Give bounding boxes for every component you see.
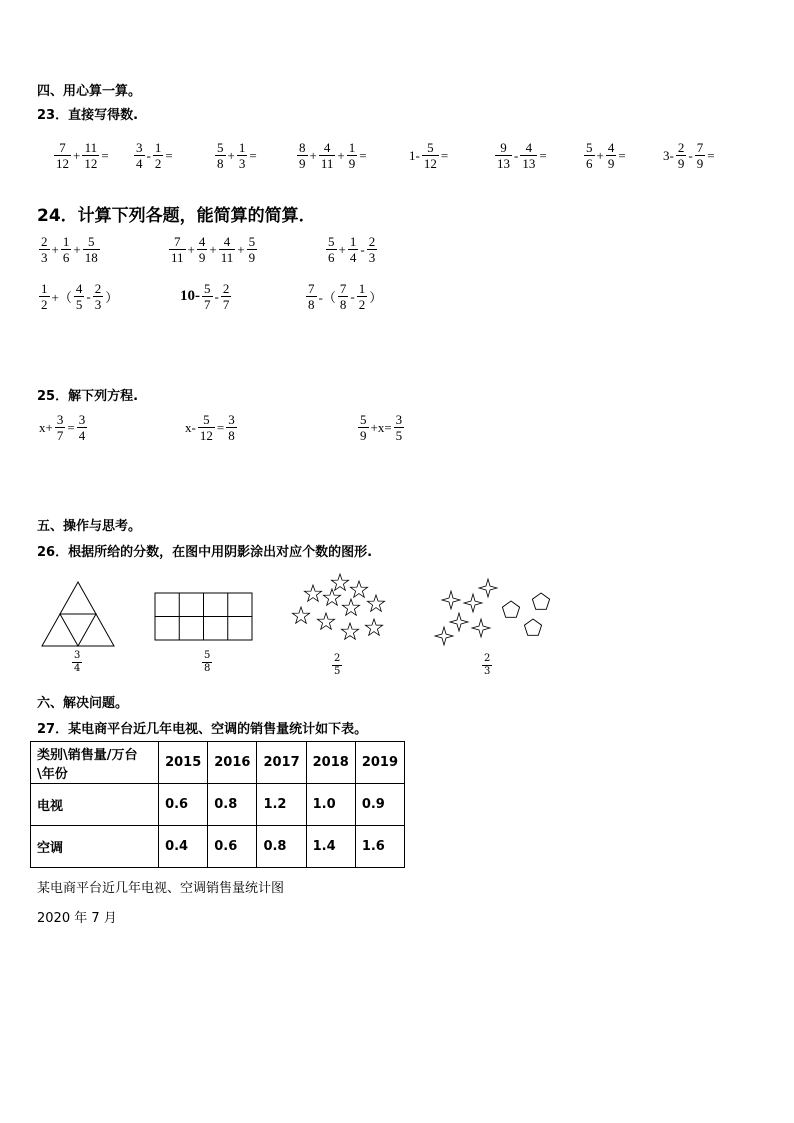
denominator: 8 bbox=[228, 428, 235, 443]
denominator: 9 bbox=[198, 250, 206, 265]
fraction-label bbox=[481, 653, 493, 678]
fraction-label bbox=[331, 653, 343, 678]
table-row bbox=[31, 784, 405, 826]
numerator: 1 bbox=[62, 234, 70, 249]
operator: + bbox=[51, 241, 59, 257]
section-heading-6: 六、解决问题。 bbox=[37, 696, 129, 711]
q24-expr bbox=[325, 234, 378, 265]
denominator: 4 bbox=[349, 250, 357, 265]
q23-expr bbox=[494, 140, 548, 171]
table-cell: 0.6 bbox=[208, 826, 257, 868]
operator: +x= bbox=[370, 419, 392, 435]
q24-expr bbox=[38, 281, 119, 312]
denominator: 12 bbox=[56, 156, 69, 171]
operator: - bbox=[86, 288, 91, 304]
fraction bbox=[297, 140, 308, 171]
denominator: 6 bbox=[586, 156, 593, 171]
operator: + bbox=[227, 147, 235, 163]
numerator: 3 bbox=[74, 650, 81, 661]
fraction bbox=[169, 234, 186, 265]
fraction bbox=[676, 140, 687, 171]
fraction bbox=[367, 234, 378, 265]
numerator: 5 bbox=[203, 412, 210, 427]
denominator: 3 bbox=[368, 250, 376, 265]
question-27-title: 27．某电商平台近几年电视、空调的销售量统计如下表。 bbox=[37, 722, 368, 737]
question-23-title: 23．直接写得数. bbox=[37, 108, 139, 123]
fraction bbox=[153, 140, 164, 171]
q23-expr bbox=[214, 140, 258, 171]
table-header-cell: 2018 bbox=[306, 742, 355, 784]
operator: - bbox=[214, 288, 219, 304]
denominator: 18 bbox=[84, 250, 98, 265]
fraction bbox=[226, 412, 237, 443]
q24-expr bbox=[179, 281, 232, 312]
numerator: 2 bbox=[677, 140, 685, 155]
numerator: 1 bbox=[41, 281, 48, 296]
fraction bbox=[61, 234, 72, 265]
q23-expr bbox=[133, 140, 174, 171]
numerator: 7 bbox=[339, 281, 347, 296]
fraction bbox=[695, 140, 706, 171]
q23-expr bbox=[583, 140, 627, 171]
operator: = bbox=[440, 147, 449, 163]
rectangle-grid-figure[interactable] bbox=[154, 592, 254, 642]
numerator: 2 bbox=[368, 234, 376, 249]
table-header-cell: 类别\销售量/万台\年份 bbox=[31, 742, 159, 784]
table-cell: 空调 bbox=[31, 826, 159, 868]
operator: + bbox=[337, 147, 345, 163]
fraction bbox=[55, 412, 66, 443]
q25-equation bbox=[357, 412, 405, 443]
numerator: 4 bbox=[323, 140, 331, 155]
denominator: 2 bbox=[358, 297, 366, 312]
denominator: 11 bbox=[171, 250, 184, 265]
operator: = bbox=[249, 147, 257, 163]
denominator: 9 bbox=[607, 156, 615, 171]
date-text: 2020 年 7 月 bbox=[37, 911, 117, 926]
table-cell: 0.6 bbox=[159, 784, 208, 826]
numerator: 4 bbox=[525, 140, 533, 155]
fraction bbox=[82, 140, 99, 171]
table-cell: 0.9 bbox=[355, 784, 404, 826]
operator: = bbox=[165, 147, 173, 163]
fraction bbox=[54, 140, 71, 171]
denominator: 2 bbox=[41, 297, 48, 312]
numerator: 5 bbox=[328, 234, 335, 249]
fraction bbox=[338, 281, 349, 312]
denominator: 12 bbox=[199, 428, 213, 443]
numerator: 3 bbox=[136, 140, 143, 155]
denominator: 13 bbox=[522, 156, 536, 171]
numerator: 4 bbox=[198, 234, 206, 249]
operator: = bbox=[67, 419, 75, 435]
denominator: 7 bbox=[56, 428, 64, 443]
operator: +（ bbox=[51, 290, 72, 305]
numerator: 1 bbox=[349, 234, 357, 249]
table-cell: 0.8 bbox=[208, 784, 257, 826]
fraction bbox=[332, 653, 342, 678]
table-cell: 电视 bbox=[31, 784, 159, 826]
denominator: 6 bbox=[328, 250, 335, 265]
table-cell: 1.0 bbox=[306, 784, 355, 826]
sparkles-and-pentagons-figure[interactable] bbox=[432, 576, 556, 648]
fraction bbox=[326, 234, 337, 265]
fraction bbox=[482, 653, 492, 678]
q24-expr bbox=[168, 234, 258, 265]
numerator: 1 bbox=[358, 281, 366, 296]
denominator: 7 bbox=[204, 297, 211, 312]
question-25-title: 25．解下列方程. bbox=[37, 389, 139, 404]
fraction bbox=[72, 650, 82, 675]
fraction bbox=[198, 412, 215, 443]
fraction bbox=[39, 281, 50, 312]
table-header-cell: 2015 bbox=[159, 742, 208, 784]
fraction bbox=[39, 234, 50, 265]
operator: = bbox=[707, 147, 715, 163]
table-header-cell: 2019 bbox=[355, 742, 404, 784]
fraction bbox=[219, 234, 236, 265]
denominator: 8 bbox=[217, 156, 224, 171]
chart-caption: 某电商平台近几年电视、空调销售量统计图 bbox=[37, 881, 285, 896]
denominator: 8 bbox=[308, 297, 315, 312]
operator: - bbox=[688, 147, 693, 163]
term-text: 1- bbox=[409, 147, 420, 163]
numerator: 3 bbox=[395, 412, 403, 427]
q25-equation bbox=[184, 412, 238, 443]
numerator: 11 bbox=[84, 140, 98, 155]
operator: - bbox=[360, 241, 365, 257]
operator: - bbox=[146, 147, 151, 163]
operator: + bbox=[73, 241, 81, 257]
numerator: 2 bbox=[484, 653, 491, 664]
numerator: 5 bbox=[586, 140, 593, 155]
fraction bbox=[74, 281, 85, 312]
operator: ） bbox=[369, 290, 383, 305]
fraction-label bbox=[71, 650, 83, 675]
denominator: 9 bbox=[248, 250, 256, 265]
operator: + bbox=[309, 147, 317, 163]
fraction bbox=[215, 140, 226, 171]
table-cell: 1.4 bbox=[306, 826, 355, 868]
numerator: 2 bbox=[41, 234, 48, 249]
section-heading-4: 四、用心算一算。 bbox=[37, 84, 142, 99]
table-header-cell: 2017 bbox=[257, 742, 306, 784]
numerator: 9 bbox=[500, 140, 507, 155]
fraction bbox=[83, 234, 100, 265]
operator: = bbox=[216, 419, 225, 435]
denominator: 11 bbox=[220, 250, 234, 265]
denominator: 4 bbox=[74, 663, 81, 674]
q23-expr bbox=[53, 140, 110, 171]
numerator: 5 bbox=[360, 412, 367, 427]
operator: - bbox=[350, 288, 355, 304]
table-cell: 1.6 bbox=[355, 826, 404, 868]
denominator: 9 bbox=[360, 428, 367, 443]
fraction bbox=[202, 281, 213, 312]
section-heading-5: 五、操作与思考。 bbox=[37, 519, 142, 534]
numerator: 2 bbox=[222, 281, 230, 296]
operator: = bbox=[359, 147, 367, 163]
operator: = bbox=[618, 147, 626, 163]
numerator: 4 bbox=[607, 140, 615, 155]
term-text: 3- bbox=[663, 147, 674, 163]
denominator: 3 bbox=[41, 250, 48, 265]
fraction bbox=[306, 281, 317, 312]
fraction bbox=[319, 140, 336, 171]
fraction bbox=[77, 412, 88, 443]
numerator: 3 bbox=[228, 412, 235, 427]
operator: ） bbox=[105, 290, 119, 305]
fraction-label bbox=[201, 650, 213, 675]
fraction bbox=[606, 140, 617, 171]
operator: + bbox=[187, 241, 195, 257]
fraction bbox=[237, 140, 248, 171]
fraction bbox=[93, 281, 104, 312]
fraction bbox=[357, 281, 368, 312]
operator: + bbox=[73, 147, 81, 163]
q23-expr bbox=[296, 140, 368, 171]
denominator: 12 bbox=[84, 156, 98, 171]
denominator: 2 bbox=[154, 156, 162, 171]
fraction bbox=[348, 234, 359, 265]
fraction bbox=[358, 412, 369, 443]
denominator: 5 bbox=[334, 666, 341, 677]
operator: = bbox=[101, 147, 109, 163]
operator: = bbox=[539, 147, 547, 163]
term-text: x- bbox=[185, 419, 196, 435]
q23-expr bbox=[662, 140, 716, 171]
numerator: 5 bbox=[248, 234, 256, 249]
operator: + bbox=[338, 241, 346, 257]
table-header-row bbox=[31, 742, 405, 784]
operator: - bbox=[514, 147, 519, 163]
numerator: 7 bbox=[308, 281, 315, 296]
numerator: 4 bbox=[75, 281, 83, 296]
denominator: 5 bbox=[395, 428, 403, 443]
fraction bbox=[347, 140, 358, 171]
table-cell: 0.4 bbox=[159, 826, 208, 868]
numerator: 5 bbox=[204, 281, 211, 296]
operator: -（ bbox=[318, 290, 336, 305]
numerator: 5 bbox=[427, 140, 434, 155]
denominator: 4 bbox=[136, 156, 143, 171]
numerator: 1 bbox=[154, 140, 162, 155]
triangle-figure[interactable] bbox=[40, 580, 116, 648]
denominator: 4 bbox=[78, 428, 86, 443]
denominator: 7 bbox=[222, 297, 230, 312]
fraction bbox=[247, 234, 258, 265]
numerator: 7 bbox=[696, 140, 704, 155]
fraction bbox=[495, 140, 512, 171]
fraction bbox=[202, 650, 212, 675]
fraction bbox=[584, 140, 595, 171]
numerator: 5 bbox=[204, 650, 211, 661]
q24-expr bbox=[305, 281, 383, 312]
table-header-cell: 2016 bbox=[208, 742, 257, 784]
denominator: 8 bbox=[339, 297, 347, 312]
numerator: 1 bbox=[238, 140, 246, 155]
fraction bbox=[520, 140, 537, 171]
q23-expr bbox=[408, 140, 449, 171]
term-text: x+ bbox=[39, 419, 53, 435]
numerator: 3 bbox=[56, 412, 64, 427]
numerator: 8 bbox=[299, 140, 306, 155]
table-cell: 1.2 bbox=[257, 784, 306, 826]
numerator: 5 bbox=[217, 140, 224, 155]
denominator: 9 bbox=[677, 156, 685, 171]
numerator: 5 bbox=[87, 234, 95, 249]
denominator: 3 bbox=[238, 156, 246, 171]
denominator: 9 bbox=[299, 156, 306, 171]
fraction bbox=[197, 234, 208, 265]
term-text: 10- bbox=[180, 288, 200, 304]
denominator: 13 bbox=[497, 156, 510, 171]
numerator: 4 bbox=[223, 234, 231, 249]
sales-table bbox=[30, 741, 405, 868]
denominator: 3 bbox=[484, 666, 491, 677]
question-24-title: 24．计算下列各题，能简算的简算． bbox=[37, 206, 316, 226]
q24-expr bbox=[38, 234, 101, 265]
operator: + bbox=[596, 147, 604, 163]
numerator: 2 bbox=[94, 281, 102, 296]
denominator: 9 bbox=[348, 156, 356, 171]
question-26-title: 26．根据所给的分数，在图中用阴影涂出对应个数的图形. bbox=[37, 545, 373, 560]
numerator: 7 bbox=[174, 234, 181, 249]
denominator: 8 bbox=[204, 663, 211, 674]
operator: + bbox=[209, 241, 217, 257]
numerator: 3 bbox=[78, 412, 86, 427]
denominator: 5 bbox=[75, 297, 83, 312]
table-cell: 0.8 bbox=[257, 826, 306, 868]
q25-equation bbox=[38, 412, 88, 443]
denominator: 9 bbox=[696, 156, 704, 171]
denominator: 11 bbox=[320, 156, 334, 171]
denominator: 6 bbox=[62, 250, 70, 265]
fraction bbox=[134, 140, 145, 171]
denominator: 12 bbox=[423, 156, 437, 171]
numerator: 2 bbox=[334, 653, 341, 664]
table-row bbox=[31, 826, 405, 868]
stars-figure[interactable] bbox=[288, 570, 390, 650]
fraction bbox=[394, 412, 405, 443]
fraction bbox=[422, 140, 439, 171]
operator: + bbox=[237, 241, 245, 257]
numerator: 1 bbox=[348, 140, 356, 155]
denominator: 3 bbox=[94, 297, 102, 312]
fraction bbox=[221, 281, 232, 312]
numerator: 7 bbox=[59, 140, 66, 155]
